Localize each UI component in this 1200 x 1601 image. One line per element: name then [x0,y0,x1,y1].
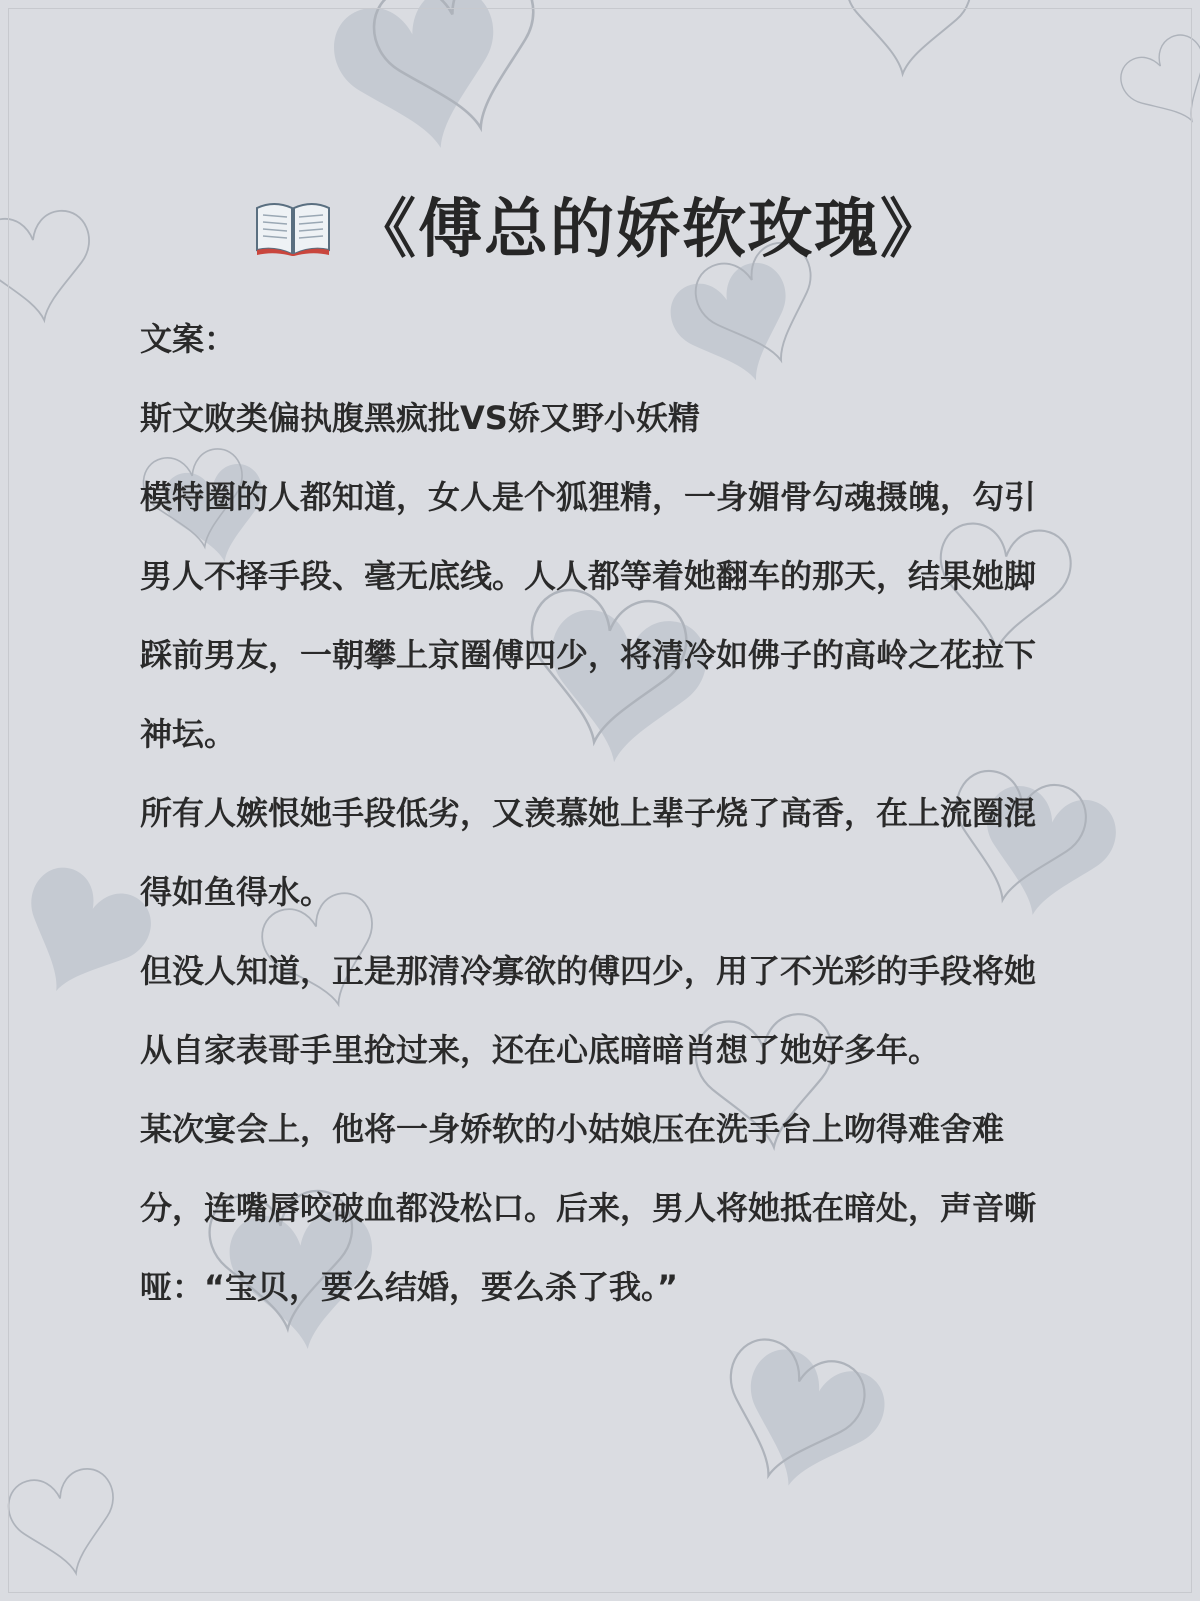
synopsis-body [140,300,1060,1327]
synopsis-tagline: 斯文败类偏执腹黑疯批VS娇又野小妖精 [140,399,700,437]
synopsis-paragraph: 所有人嫉恨她手段低劣，又羡慕她上辈子烧了高香，在上流圈混得如鱼得水。 [140,794,1037,911]
page-title-text: 《傅总的娇软玫瑰》 [352,193,946,267]
synopsis-paragraph: 某次宴会上，他将一身娇软的小姑娘压在洗手台上吻得难舍难分，连嘴唇咬破血都没松口。后来，男人将她抵在暗处，声音嘶哑：“宝贝，要么结婚，要么杀了我。” [140,1110,1037,1306]
open-book-icon [254,198,332,256]
synopsis-paragraph: 但没人知道，正是那清冷寡欲的傅四少，用了不光彩的手段将她从自家表哥手里抢过来，还在心底暗暗肖想了她好多年。 [140,952,1037,1069]
synopsis-label: 文案： [140,320,237,358]
page-title [0,190,1200,270]
synopsis-paragraph: 模特圈的人都知道，女人是个狐狸精，一身媚骨勾魂摄魄，勾引男人不择手段、毫无底线。人人都等着她翻车的那天，结果她脚踩前男友，一朝攀上京圈傅四少，将清冷如佛子的高岭之花拉下神坛。 [140,478,1037,753]
